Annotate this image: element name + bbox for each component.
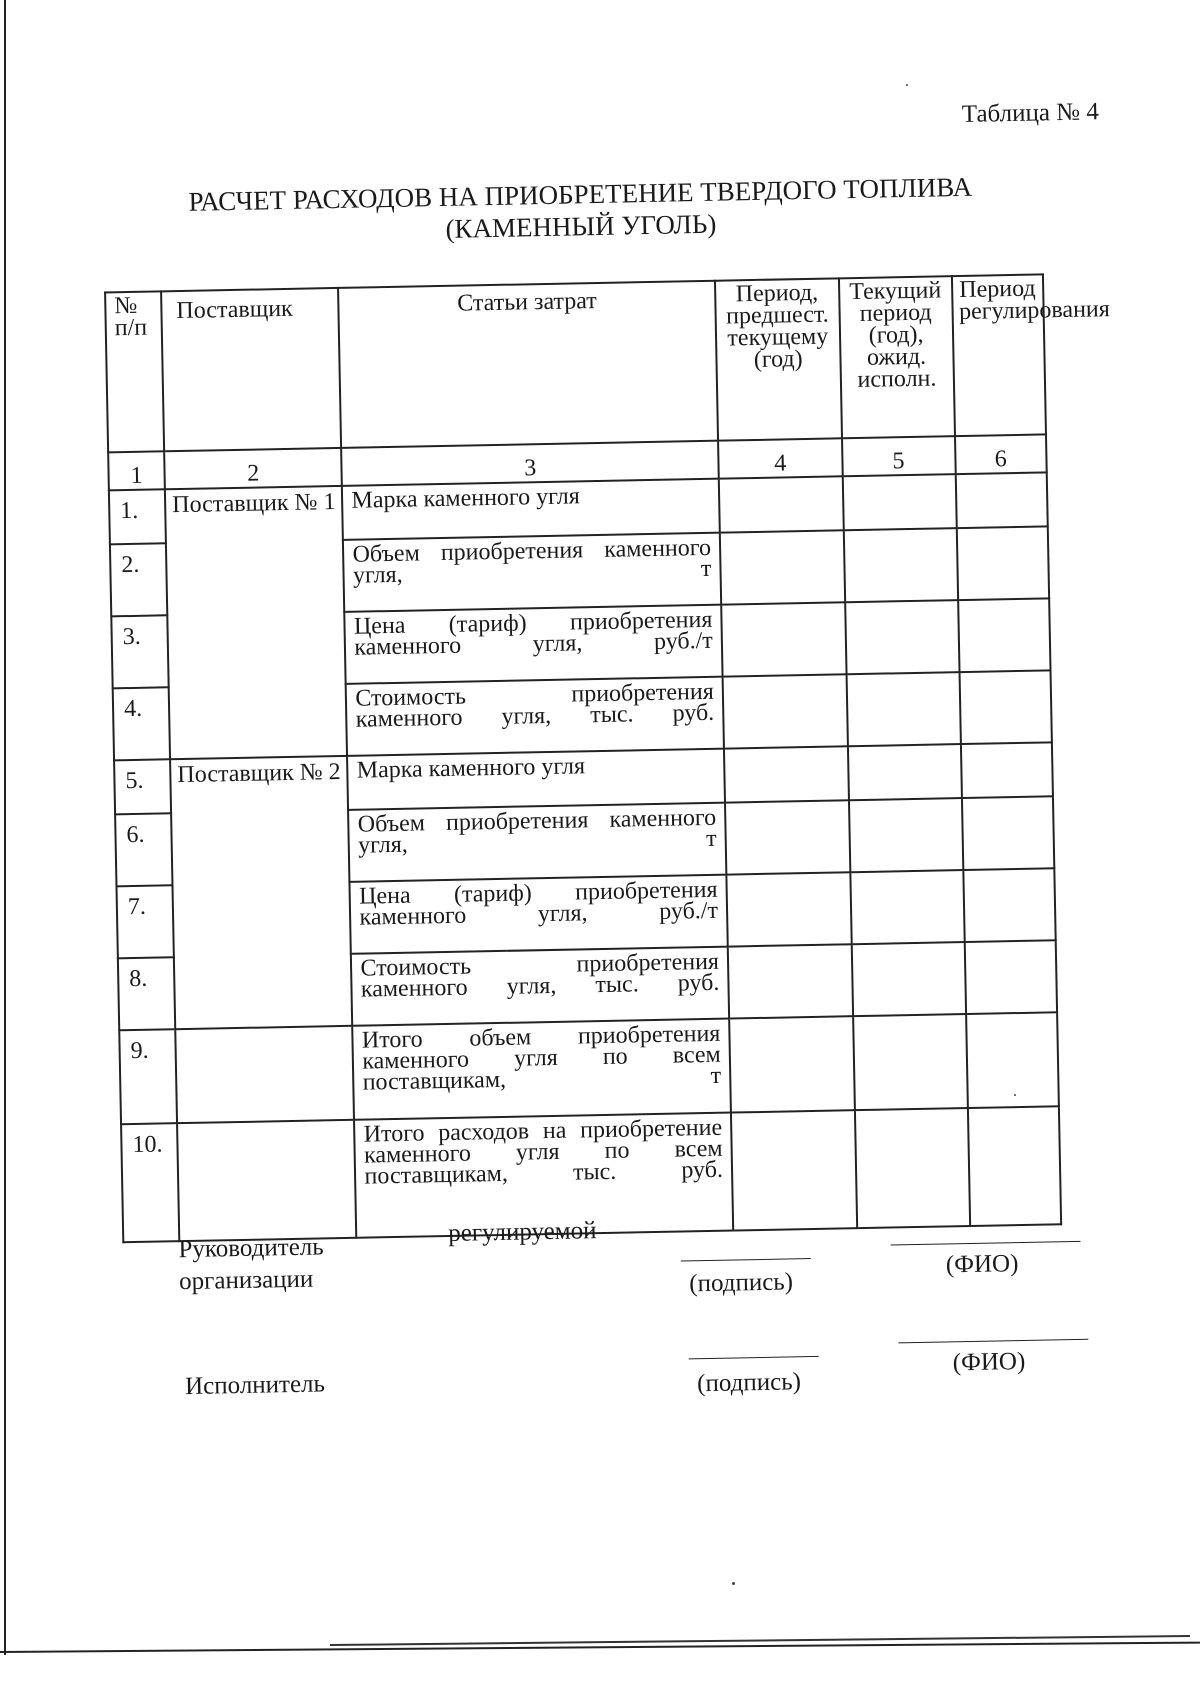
value-cell: [721, 602, 846, 676]
supplier-cell: Поставщик № 1: [165, 486, 348, 759]
header-period-current: Текущий период (год), ожид. исполн.: [839, 276, 955, 438]
supplier-cell-empty: [177, 1120, 357, 1241]
article-cell: Марка каменного угля: [342, 479, 719, 540]
value-cell: [967, 1106, 1061, 1226]
document-title-line1: РАСЧЕТ РАСХОДОВ НА ПРИОБРЕТЕНИЕ ТВЕРДОГО ТОПЛИВА: [188, 171, 973, 217]
value-cell: [848, 744, 962, 800]
value-cell: [959, 670, 1052, 744]
head-name-line: [891, 1241, 1081, 1246]
value-cell: [719, 476, 844, 532]
value-cell: [731, 1110, 857, 1230]
head-label-line1: Руководитель: [178, 1233, 324, 1264]
article-cell: Цена (тариф) приобретения каменного угля, руб./т: [345, 605, 723, 684]
article-cell: Цена (тариф) приобретения каменного угля, руб./т: [350, 875, 728, 954]
article-cell: Объем приобретения каменного угля, т: [348, 803, 726, 882]
value-cell: [726, 872, 851, 946]
article-cell: Марка каменного угля: [347, 749, 724, 810]
value-cell: [963, 868, 1056, 942]
header-article: Статьи затрат: [338, 281, 717, 448]
header-supplier: Поставщик: [161, 288, 342, 451]
head-name-caption: (ФИО): [945, 1250, 1019, 1279]
header-no: № п/п: [105, 291, 164, 452]
value-cell: [729, 1016, 854, 1112]
head-label-line2: организации: [178, 1265, 314, 1296]
head-label-word2: регулируемой: [447, 1217, 597, 1248]
cost-table: [104, 273, 1111, 1243]
article-cell: Стоимость приобретения каменного угля, тыс. руб.: [351, 947, 729, 1026]
executor-name-line: [898, 1339, 1088, 1344]
row-number: 4.: [113, 687, 170, 760]
document-title: [120, 169, 1041, 251]
head-signature-line: [681, 1258, 811, 1261]
row-number: 2.: [110, 543, 167, 616]
value-cell: [853, 1014, 968, 1110]
value-cell: [850, 870, 964, 944]
article-cell: Объем приобретения каменного угля, т: [343, 533, 721, 612]
supplier-cell-empty: [175, 1026, 354, 1123]
value-cell: [961, 796, 1054, 870]
article-cell: Стоимость приобретения каменного угля, тыс. руб.: [346, 677, 724, 756]
table-number: Таблица № 4: [961, 98, 1100, 128]
value-cell: [966, 1012, 1059, 1108]
column-number: 1: [108, 451, 165, 490]
scan-speck: [1014, 1094, 1016, 1096]
header-period-previous: Период, предшест. текущему (год): [715, 278, 842, 440]
column-number: 5: [842, 436, 956, 476]
row-number: 6.: [115, 813, 172, 886]
executor-label: Исполнитель: [184, 1370, 326, 1401]
row-number: 5.: [114, 759, 171, 814]
value-cell: [960, 742, 1052, 798]
column-number: 2: [164, 448, 342, 489]
value-cell: [851, 942, 965, 1016]
value-cell: [724, 746, 849, 802]
value-cell: [956, 526, 1049, 600]
article-cell: Итого расходов на приобретение каменного угля по всем поставщикам, тыс. руб.: [354, 1113, 733, 1238]
value-cell: [955, 472, 1047, 528]
column-number: 3: [342, 441, 719, 486]
executor-name-caption: (ФИО): [952, 1347, 1026, 1377]
head-signature-caption: (подпись): [688, 1268, 794, 1298]
value-cell: [843, 528, 957, 602]
article-cell: Итого объем приобретения каменного угля по всем поставщикам, т: [353, 1019, 731, 1120]
value-cell: [720, 530, 845, 604]
document-title-line2: (КАМЕННЫЙ УГОЛЬ): [445, 208, 717, 244]
row-number: 9.: [119, 1029, 177, 1124]
value-cell: [964, 940, 1057, 1014]
executor-signature-line: [689, 1356, 819, 1359]
value-cell: [958, 598, 1051, 672]
row-number: 8.: [118, 957, 175, 1030]
row-number: 3.: [111, 615, 168, 688]
table-header-row: [105, 274, 1046, 452]
row-number: 1.: [109, 489, 166, 544]
value-cell: [846, 672, 960, 746]
value-cell: [728, 944, 853, 1018]
value-cell: [849, 798, 963, 872]
column-number: 4: [718, 438, 842, 478]
value-cell: [722, 674, 847, 748]
column-number: 6: [955, 434, 1047, 474]
value-cell: [725, 800, 850, 874]
value-cell: [842, 474, 956, 530]
supplier-cell: Поставщик № 2: [170, 756, 353, 1029]
row-number: 7.: [116, 885, 173, 958]
header-period-regulation: Период регулирования: [951, 274, 1046, 436]
scan-speck: [906, 84, 908, 86]
row-number: 10.: [121, 1123, 179, 1242]
value-cell: [855, 1108, 970, 1228]
table-row: [119, 1012, 1059, 1124]
value-cell: [845, 600, 959, 674]
scan-speck: [732, 1582, 735, 1585]
executor-signature-caption: (подпись): [696, 1368, 802, 1398]
